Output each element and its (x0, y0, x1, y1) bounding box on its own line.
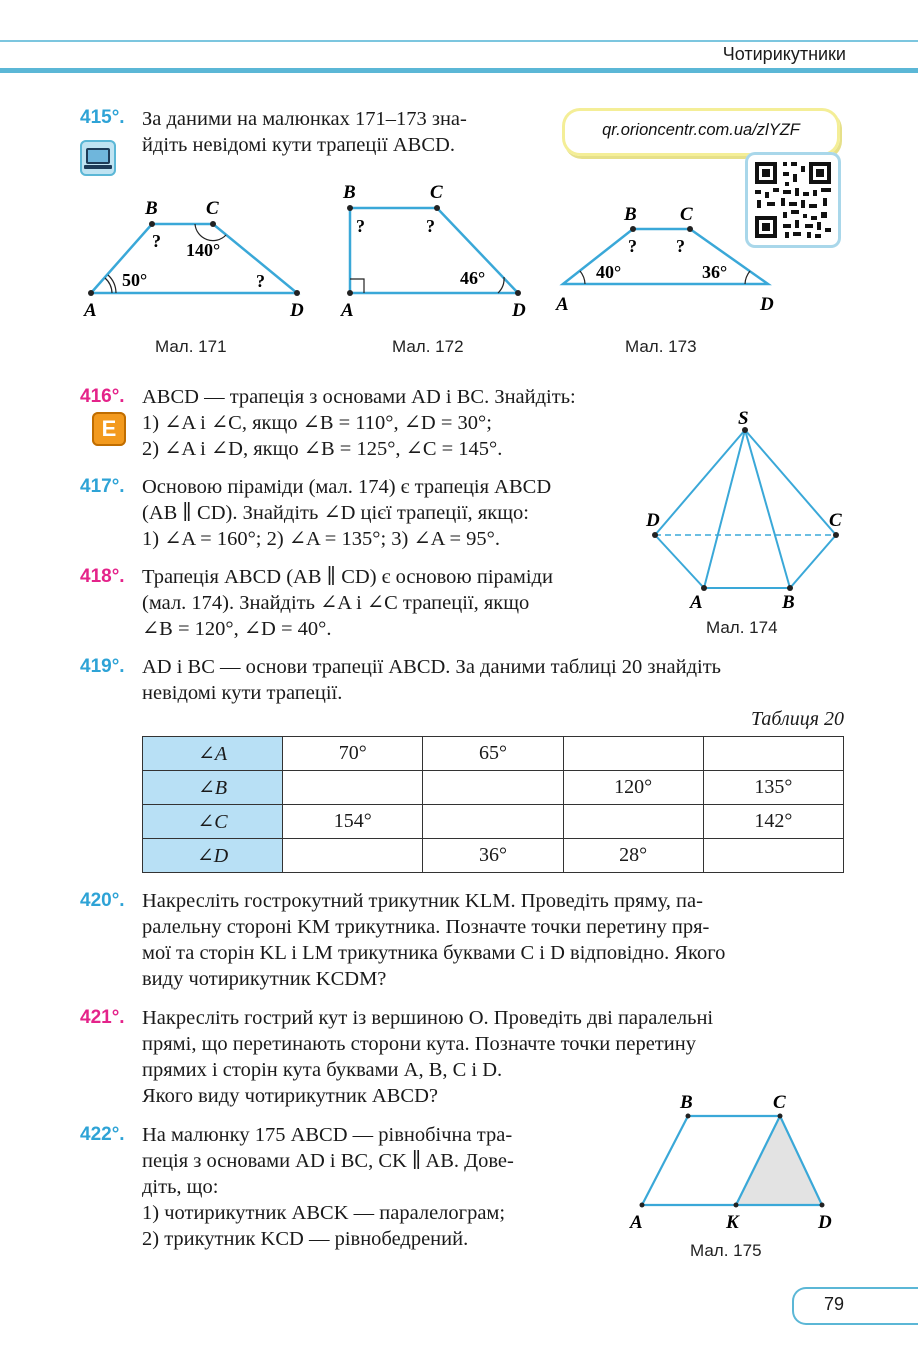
figure-173 (555, 204, 774, 315)
fig171-label-d: D (290, 300, 304, 321)
fig172-label-c: C (430, 182, 443, 203)
page-number-tab (792, 1287, 918, 1325)
problem-416-line: 2) ∠A і ∠D, якщо ∠B = 125°, ∠C = 145°. (142, 438, 503, 460)
fig171-unknown-d: ? (256, 271, 265, 291)
fig171-angle-a: 50° (122, 270, 148, 290)
fig175-label-b: B (680, 1092, 693, 1113)
table-20 (142, 736, 844, 873)
problem-417-line: Основою піраміди (мал. 174) є трапеція ABCD (142, 476, 552, 498)
fig172-angle-d: 46° (460, 268, 486, 288)
qr-url[interactable]: qr.orioncentr.com.ua/zlYZF (602, 121, 800, 139)
figure-174 (645, 408, 842, 613)
fig175-caption: Мал. 175 (690, 1241, 762, 1260)
fig172-caption: Мал. 172 (392, 337, 464, 356)
problem-422-line: пеція з основами AD і BC, CK ∥ AB. Дове- (142, 1150, 514, 1172)
fig171-angle-c: 140° (186, 240, 221, 260)
problem-422-line: На малюнку 175 ABCD — рівнобічна тра- (142, 1124, 513, 1146)
problem-422-text (142, 1122, 514, 1252)
table-cell: 28° (563, 839, 703, 873)
fig171-label-c: C (206, 198, 219, 219)
page-number: 79 (823, 1294, 845, 1314)
fig173-angle-d: 36° (702, 262, 728, 282)
fig174-label-c: C (829, 510, 842, 531)
problem-417-number: 417°. (80, 476, 125, 497)
fig173-label-c: C (680, 204, 693, 225)
table-row-label: ∠A (143, 737, 283, 771)
table-row (143, 839, 844, 873)
problem-418-line: (мал. 174). Знайдіть ∠A і ∠C трапеції, якщо (142, 592, 530, 614)
table-cell (703, 737, 843, 771)
problem-416-text (142, 384, 576, 462)
problem-417-line: 1) ∠A = 160°; 2) ∠A = 135°; 3) ∠A = 95°. (142, 528, 500, 550)
table-cell (563, 805, 703, 839)
table-row-label: ∠C (143, 805, 283, 839)
problem-421-line: прямих і сторін кута буквами A, B, C і D. (142, 1059, 503, 1081)
fig174-label-b: B (782, 592, 795, 613)
problem-419-line: AD і BC — основи трапеції ABCD. За даними таблиці 20 знайдіть (142, 656, 722, 678)
fig175-label-a: A (630, 1212, 643, 1233)
fig172-label-b: B (343, 182, 356, 203)
table-cell (423, 771, 563, 805)
fig174-label-d: D (646, 510, 660, 531)
problem-421-line: Якого виду чотирикутник ABCD? (142, 1085, 438, 1107)
fig172-unknown-c: ? (426, 216, 435, 236)
fig172-unknown-b: ? (356, 216, 365, 236)
table-20-caption: Таблиця 20 (751, 708, 844, 730)
problem-415-line: За даними на малюнках 171–173 зна- (142, 108, 467, 130)
table-row-label: ∠B (143, 771, 283, 805)
table-row (143, 805, 844, 839)
problem-420-line: Накресліть гострокутний трикутник KLM. Проведіть пряму, па- (142, 890, 703, 912)
fig173-unknown-c: ? (676, 236, 685, 256)
problem-422-line: 2) трикутник KCD — рівнобедрений. (142, 1228, 469, 1250)
fig174-caption: Мал. 174 (706, 618, 778, 637)
problem-418-line: Трапеція ABCD (AB ∥ CD) є основою піраміди (142, 566, 553, 588)
figure-175 (629, 1092, 832, 1233)
table-cell: 120° (563, 771, 703, 805)
fig173-label-a: A (556, 294, 569, 315)
fig173-label-d: D (760, 294, 774, 315)
problem-421-line: Накресліть гострий кут із вершиною O. Проведіть дві паралельні (142, 1007, 714, 1029)
problem-417-line: (AB ∥ CD). Знайдіть ∠D цієї трапеції, якщо: (142, 502, 529, 524)
table-row (143, 737, 844, 771)
table-cell (563, 737, 703, 771)
problem-420-text (142, 888, 725, 992)
table-row-label: ∠D (143, 839, 283, 873)
table-cell: 70° (283, 737, 423, 771)
figure-171 (83, 198, 304, 321)
problem-421-text (142, 1005, 713, 1109)
problem-417-text (142, 474, 551, 552)
fig171-label-a: A (84, 300, 97, 321)
problem-420-line: мої та сторін KL і LM трикутника буквами C і D відповідно. Якого (142, 942, 726, 964)
problem-420-line: ралельну стороні KM трикутника. Позначте точки перетину пря- (142, 916, 710, 938)
table-cell (423, 805, 563, 839)
problem-421-line: прямі, що перетинають сторони кута. Позначте точки перетину (142, 1033, 696, 1055)
table-cell: 135° (703, 771, 843, 805)
fig173-angle-a: 40° (596, 262, 622, 282)
problem-418-text (142, 564, 553, 642)
problem-416-line: 1) ∠A і ∠C, якщо ∠B = 110°, ∠D = 30°; (142, 412, 492, 434)
problem-422-line: діть, що: (142, 1176, 219, 1198)
problem-420-number: 420°. (80, 890, 125, 911)
fig173-unknown-b: ? (628, 236, 637, 256)
fig174-label-s: S (738, 408, 749, 429)
table-cell: 142° (703, 805, 843, 839)
fig173-label-b: B (624, 204, 637, 225)
table-cell (283, 771, 423, 805)
problem-422-line: 1) чотирикутник ABCK — паралелограм; (142, 1202, 506, 1224)
problem-418-line: ∠B = 120°, ∠D = 40°. (142, 618, 332, 640)
problem-419-line: невідомі кути трапеції. (142, 682, 343, 704)
table-cell: 36° (423, 839, 563, 873)
fig175-label-c: C (773, 1092, 786, 1113)
problem-419-text (142, 654, 721, 706)
fig171-label-b: B (145, 198, 158, 219)
problem-415-number: 415°. (80, 107, 125, 128)
fig175-label-k: K (726, 1212, 739, 1233)
problem-416-number: 416°. (80, 386, 125, 407)
fig171-unknown-b: ? (152, 231, 161, 251)
problem-419-number: 419°. (80, 656, 125, 677)
fig172-label-d: D (512, 300, 526, 321)
figure-172 (340, 182, 526, 321)
problem-421-number: 421°. (80, 1007, 125, 1028)
table-cell (703, 839, 843, 873)
problem-422-number: 422°. (80, 1124, 125, 1145)
problem-420-line: виду чотирикутник KCDM? (142, 968, 387, 990)
fig175-label-d: D (818, 1212, 832, 1233)
table-cell: 154° (283, 805, 423, 839)
problem-416-line: ABCD — трапеція з основами AD і BC. Знайдіть: (142, 386, 576, 408)
fig172-label-a: A (341, 300, 354, 321)
table-cell: 65° (423, 737, 563, 771)
fig174-label-a: A (690, 592, 703, 613)
table-cell (283, 839, 423, 873)
problem-415-line: йдіть невідомі кути трапеції ABCD. (142, 134, 455, 156)
fig173-caption: Мал. 173 (625, 337, 697, 356)
problem-418-number: 418°. (80, 566, 125, 587)
chapter-title: Чотирикутники (722, 44, 846, 64)
fig171-caption: Мал. 171 (155, 337, 227, 356)
e-badge-icon[interactable]: E (92, 412, 126, 446)
table-row (143, 771, 844, 805)
